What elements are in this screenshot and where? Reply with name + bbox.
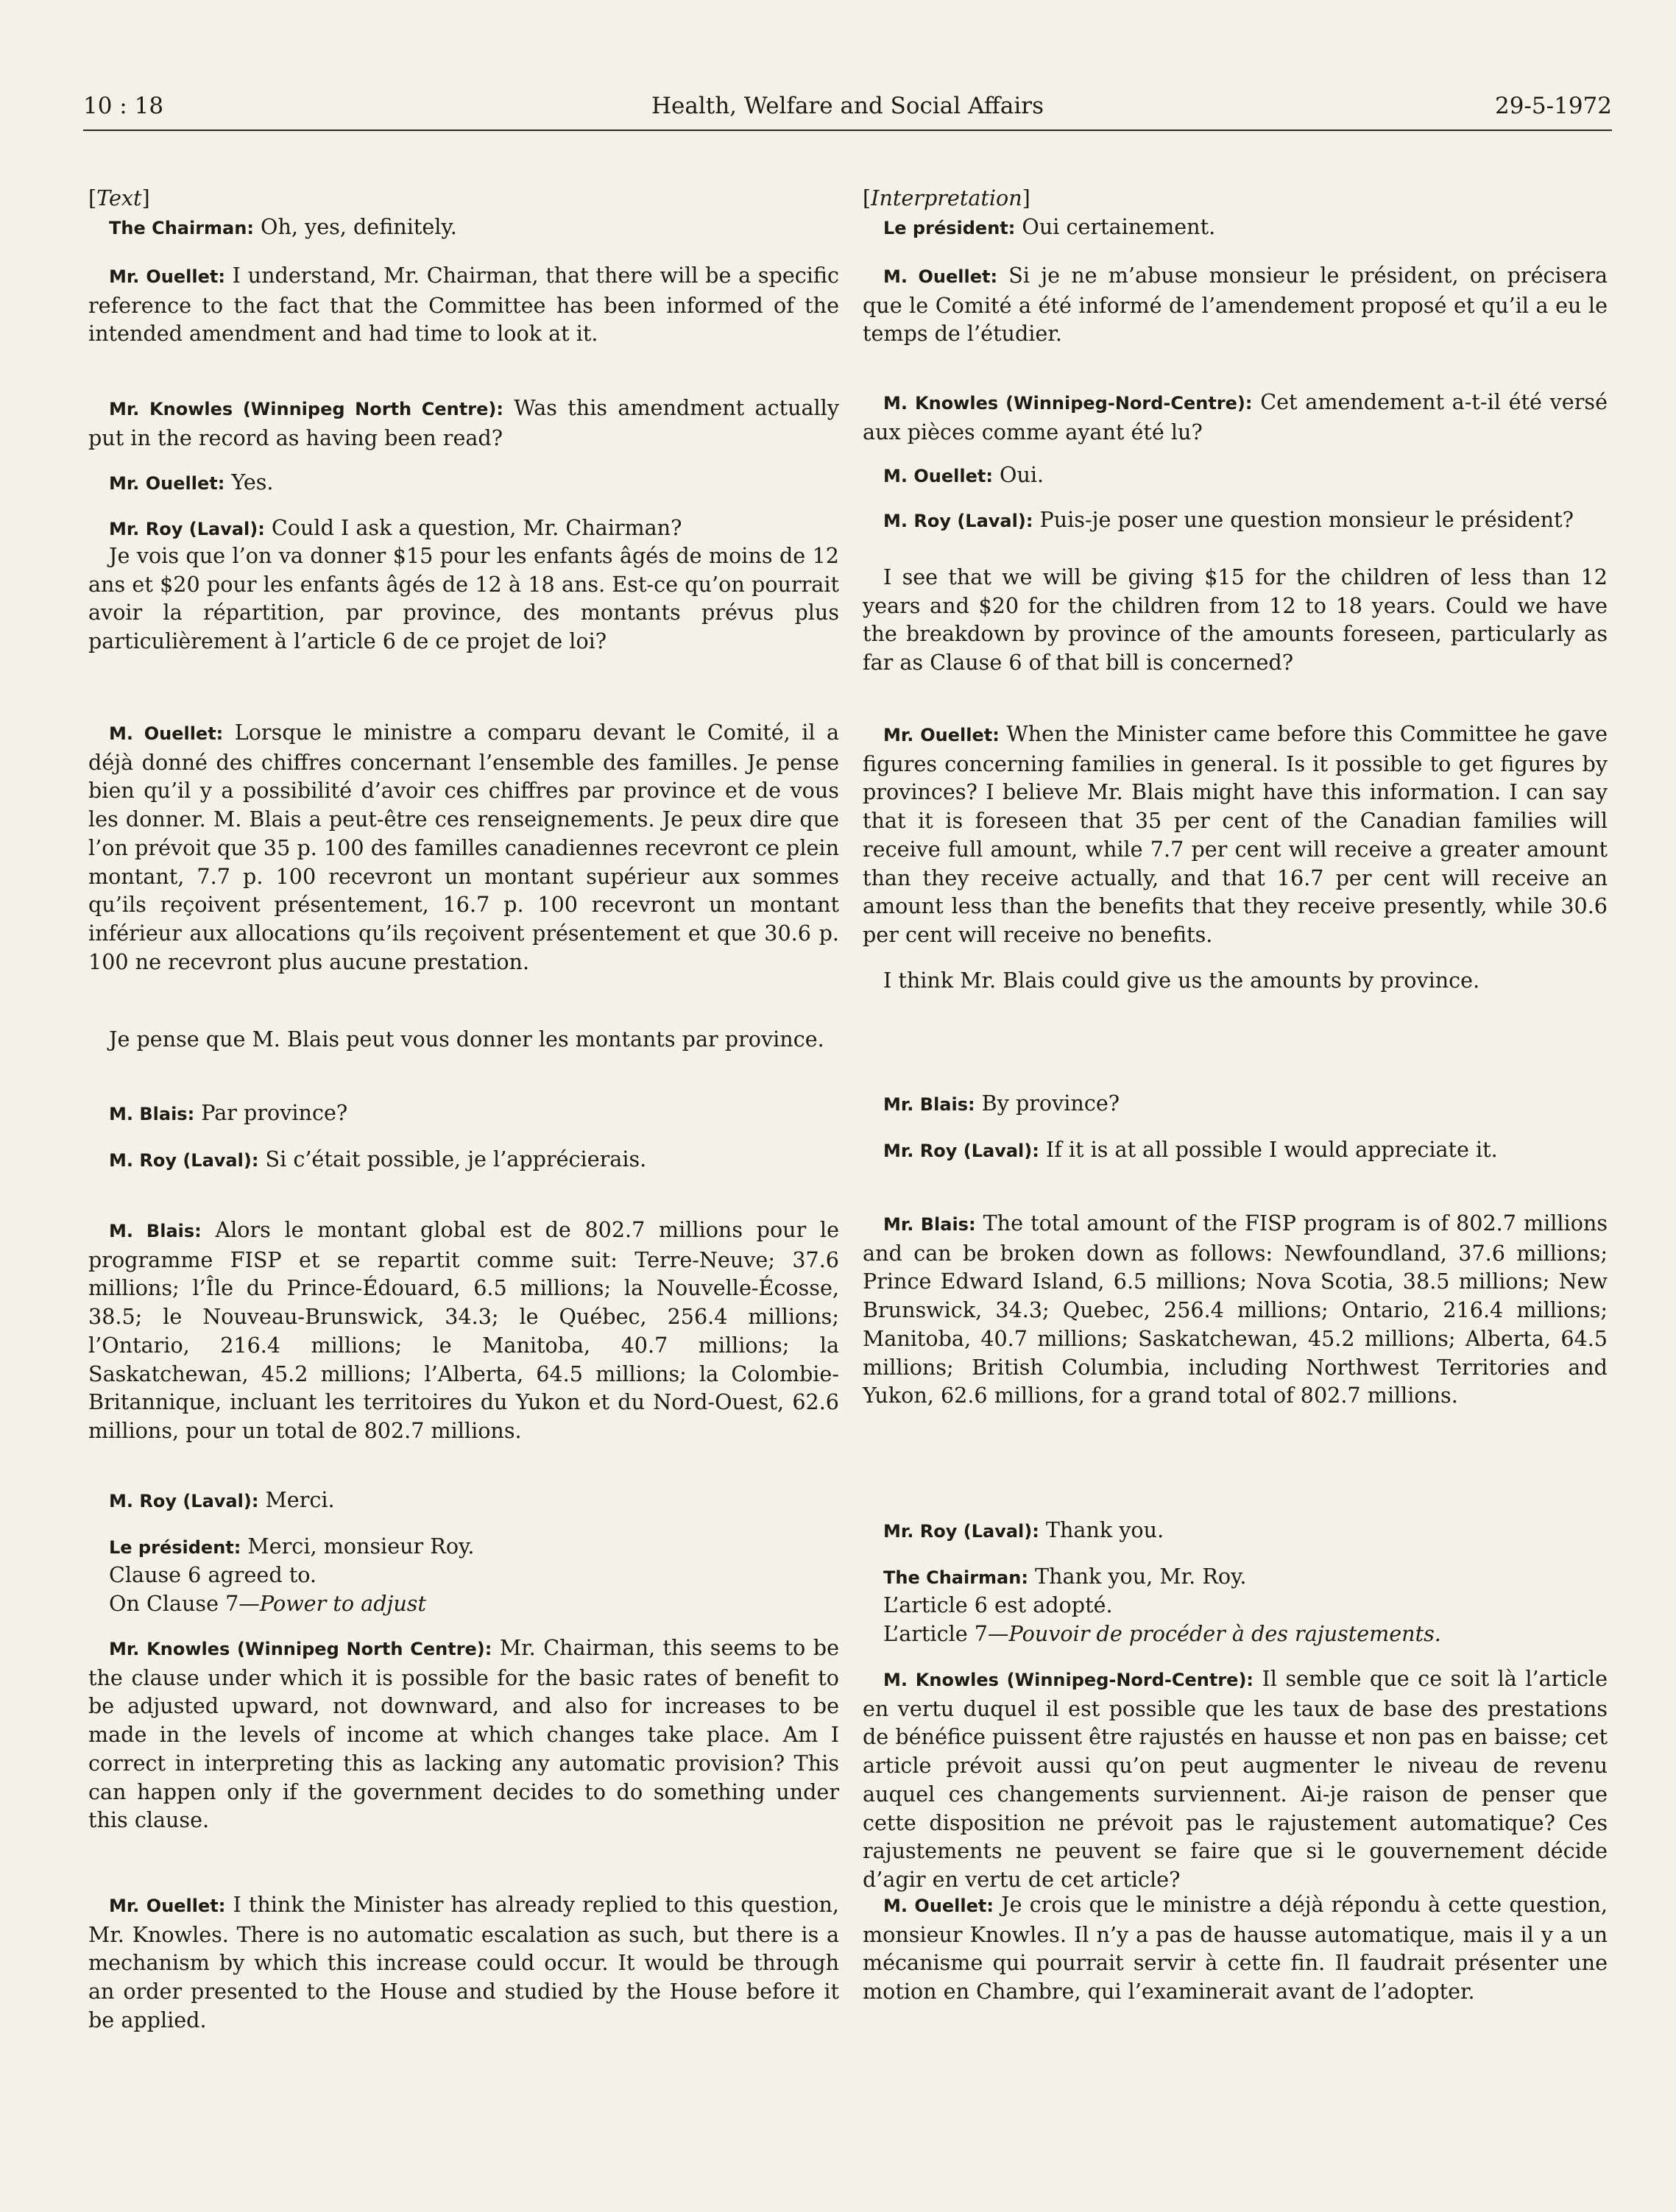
paragraph: Mr. Blais: The total amount of the FISP program is of 802.7 millions and can be broken down as follows: Newfoundland, 37.6 millions; Prince Edward Island, 6.5 millions; Nova Scotia, 38.5 millions; New Brunswick, 34.3; Quebec, 256.4 millions; Ontario, 216.4 millions; Manitoba, 40.7 millions; Saskatchewan, 45.2 millions; Alberta, 64.5 millions; British Columbia, including Northwest Territories and Yukon, 62.6 millions, for a grand total of 802.7 millions. [863, 1210, 1608, 1408]
paragraph: Mr. Blais: By province? [883, 1091, 1120, 1116]
paragraph: Le président: Merci, monsieur Roy. [109, 1534, 475, 1559]
page-title: Health, Welfare and Social Affairs [651, 93, 1044, 119]
paragraph: I see that we will be giving $15 for the children of less than 12 years and $20 for the children from 12 to 18 years. Could we have the breakdown by province of the amounts foreseen, particularly as far as Clause 6 of that bill is concerned? [863, 564, 1608, 676]
paragraph: M. Roy (Laval): Si c’était possible, je l’apprécierais. [109, 1146, 647, 1171]
speaker: The Chairman: [109, 218, 254, 238]
speaker: Mr. Ouellet: [109, 1896, 226, 1916]
speaker: M. Ouellet: [883, 1896, 994, 1916]
paragraph: L’article 6 est adopté. [883, 1592, 1113, 1617]
paragraph: Je pense que M. Blais peut vous donner les montants par province. [109, 1027, 824, 1052]
speaker: Mr. Roy (Laval): [883, 1521, 1039, 1542]
speaker: Mr. Roy (Laval): [109, 519, 265, 539]
paragraph: M. Roy (Laval): Puis-je poser une question monsieur le président? [883, 507, 1574, 532]
speaker: M. Ouellet: [883, 466, 993, 486]
paragraph: I think Mr. Blais could give us the amounts by province. [883, 968, 1480, 993]
speaker: Mr. Ouellet: [109, 473, 225, 494]
speaker: M. Knowles (Winnipeg-Nord-Centre): [883, 393, 1253, 414]
paragraph: M. Ouellet: Oui. [883, 462, 1044, 487]
page-number: 10 : 18 [83, 93, 164, 119]
paragraph: The Chairman: Thank you, Mr. Roy. [883, 1564, 1247, 1589]
speaker: M. Blais: [109, 1104, 195, 1124]
speaker: Le président: [109, 1537, 241, 1558]
speaker: Mr. Roy (Laval): [883, 1141, 1039, 1161]
paragraph: Clause 6 agreed to. [109, 1562, 317, 1587]
paragraph: On Clause 7—Power to adjust [109, 1591, 426, 1616]
paragraph: Je vois que l’on va donner $15 pour les enfants âgés de moins de 12 ans et $20 pour les enfants âgés de 12 à 18 ans. Est-ce qu’on pourrait avoir la répartition, par province, des montants prévus plus particulièrement à l’article 6 de ce projet de loi? [88, 543, 839, 654]
paragraph: Mr. Roy (Laval): Could I ask a question, Mr. Chairman? [109, 515, 682, 540]
paragraph: M. Knowles (Winnipeg-Nord-Centre): Cet amendement a-t-il été versé aux pièces comme ayant été lu? [863, 389, 1608, 444]
paragraph: The Chairman: Oh, yes, definitely. [109, 214, 457, 239]
speaker: M. Knowles (Winnipeg-Nord-Centre): [883, 1670, 1254, 1690]
speaker: Mr. Ouellet: [109, 266, 225, 287]
section-marker: [Interpretation] [863, 185, 1030, 210]
paragraph: Mr. Ouellet: Yes. [109, 469, 274, 494]
paragraph: M. Ouellet: Lorsque le ministre a comparu devant le Comité, il a déjà donné des chiffres concernant l’ensemble des familles. Je pense bien qu’il y a possibilité d’avoir ces chiffres par province et de vous les donner. M. Blais a peut-être ces renseignements. Je peux dire que l’on prévoit que 35 p. 100 des familles canadiennes recevront ce plein montant, 7.7 p. 100 recevront un montant supérieur aux sommes qu’ils reçoivent présentement, 16.7 p. 100 recevront un montant inférieur aux allocations qu’ils reçoivent présentement et que 30.6 p. 100 ne recevront plus aucune prestation. [88, 720, 839, 974]
page-date: 29-5-1972 [1494, 93, 1612, 119]
paragraph: Le président: Oui certainement. [883, 214, 1216, 239]
paragraph: M. Roy (Laval): Merci. [109, 1487, 335, 1512]
speaker: Mr. Blais: [883, 1214, 976, 1235]
speaker: M. Roy (Laval): [109, 1491, 259, 1511]
paragraph: L’article 7—Pouvoir de procéder à des rajustements. [883, 1621, 1441, 1646]
speaker: The Chairman: [883, 1567, 1028, 1588]
paragraph: M. Blais: Par province? [109, 1100, 348, 1125]
paragraph: M. Ouellet: Je crois que le ministre a déjà répondu à cette question, monsieur Knowles. Il n’y a pas de hausse automatique, mais il y a un mécanisme qui pourrait servir à cette fin. Il faudrait présenter une motion en Chambre, qui l’examinerait avant de l’adopter. [863, 1892, 1608, 2004]
speaker: Mr. Ouellet: [883, 725, 1000, 745]
speaker: Mr. Knowles (Winnipeg North Centre): [109, 399, 503, 419]
paragraph: M. Knowles (Winnipeg-Nord-Centre): Il semble que ce soit là l’article en vertu duquel il est possible que les taux de base des prestations de bénéfice puissent être rajustés en hausse et non pas en baisse; cet article prévoit aussi qu’on peut augmenter le niveau de revenu auquel ces changements surviennent. Ai-je raison de penser que cette disposition ne prévoit pas le rajustement automatique? Ces rajustements ne peuvent se faire que si le gouvernement décide d’agir en vertu de cet article? [863, 1666, 1608, 1892]
speaker: Mr. Knowles (Winnipeg North Centre): [109, 1639, 492, 1659]
speaker: M. Ouellet: [109, 723, 224, 744]
speaker: Le président: [883, 218, 1016, 238]
paragraph: Mr. Ouellet: I understand, Mr. Chairman, that there will be a specific reference to the fact that the Committee has been informed of the intended amendment and had time to look at it. [88, 263, 839, 347]
page-header [83, 87, 1612, 131]
paragraph: Mr. Knowles (Winnipeg North Centre): Was this amendment actually put in the record as having been read? [88, 395, 839, 450]
speaker: Mr. Blais: [883, 1094, 975, 1115]
paragraph: M. Ouellet: Si je ne m’abuse monsieur le président, on précisera que le Comité a été informé de l’amendement proposé et qu’il a eu le temps de l’étudier. [863, 263, 1608, 347]
speaker: M. Roy (Laval): [109, 1150, 259, 1171]
paragraph: Mr. Knowles (Winnipeg North Centre): Mr. Chairman, this seems to be the clause under which it is possible for the basic rates of benefit to be adjusted upward, not downward, and also for increases to be made in the levels of income at which changes take place. Am I correct in interpreting this as lacking any automatic provision? This can happen only if the government decides to do something under this clause. [88, 1635, 839, 1833]
speaker: M. Ouellet: [883, 266, 998, 287]
paragraph: Mr. Roy (Laval): If it is at all possible I would appreciate it. [883, 1137, 1498, 1162]
speaker: M. Roy (Laval): [883, 511, 1033, 531]
section-marker: [Text] [88, 185, 150, 210]
paragraph: Mr. Ouellet: I think the Minister has already replied to this question, Mr. Knowles. There is no automatic escalation as such, but there is a mechanism by which this increase could occur. It would be through an order presented to the House and studied by the House before it be applied. [88, 1892, 839, 2032]
paragraph: Mr. Ouellet: When the Minister came before this Committee he gave figures concerning families in general. Is it possible to get figures by provinces? I believe Mr. Blais might have this information. I can say that it is foreseen that 35 per cent of the Canadian families will receive full amount, while 7.7 per cent will receive a greater amount than they receive actually, and that 16.7 per cent will receive an amount less than the benefits that they receive presently, while 30.6 per cent will receive no benefits. [863, 721, 1608, 947]
paragraph: Mr. Roy (Laval): Thank you. [883, 1517, 1164, 1542]
speaker: M. Blais: [109, 1221, 202, 1241]
paragraph: M. Blais: Alors le montant global est de 802.7 millions pour le programme FISP et se repartit comme suit: Terre-Neuve; 37.6 millions; l’Île du Prince-Édouard, 6.5 millions; la Nouvelle-Écosse, 38.5; le Nouveau-Brunswick, 34.3; le Québec, 256.4 millions; l’Ontario, 216.4 millions; le Manitoba, 40.7 millions; la Saskatchewan, 45.2 millions; l’Alberta, 64.5 millions; la Colombie-Britannique, incluant les territoires du Yukon et du Nord-Ouest, 62.6 millions, pour un total de 802.7 millions. [88, 1217, 839, 1443]
